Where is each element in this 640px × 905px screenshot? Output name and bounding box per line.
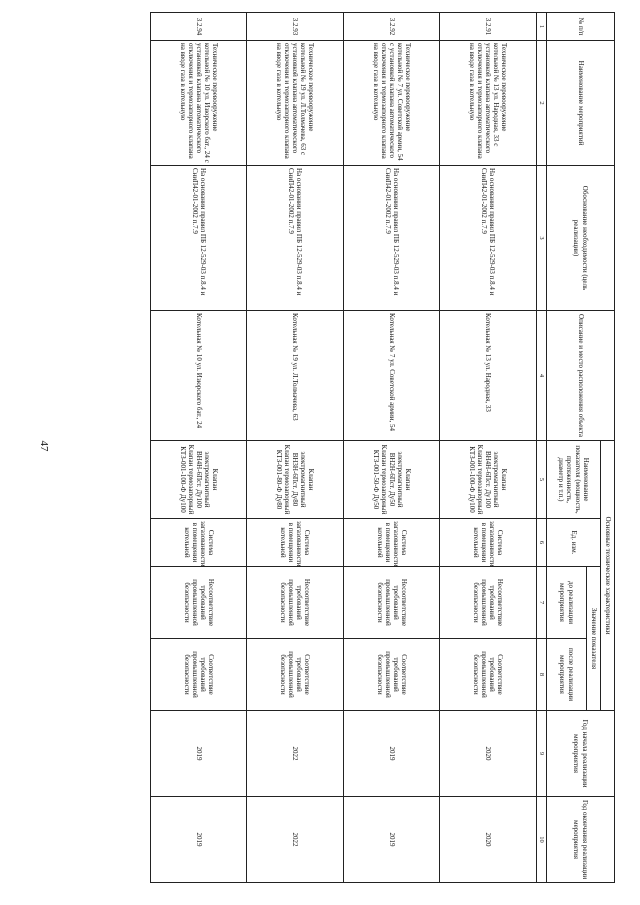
- table-row: [440, 13, 537, 883]
- index-cell: 7: [537, 567, 547, 639]
- header-num: № п/п: [547, 13, 615, 41]
- header-location: Описание и место расположения объекта: [547, 311, 615, 441]
- row-name: Техническое перевооружение котельной № 7 ул. Советской армии, 54 с установкой клапана автоматического отключения и термозапорного клапана на вводе газа в котельную: [344, 41, 441, 166]
- rotated-table-container: [150, 12, 615, 882]
- row-start-year: 2019: [344, 711, 441, 797]
- table-row: [151, 13, 248, 883]
- row-basis: На основании правил ПБ 12-529-03 п.8.4 и СниП42-01-2002 п.7.9: [151, 166, 248, 311]
- row-before: Несоответствие требований промышленной безопасности: [440, 567, 537, 639]
- index-cell: 8: [537, 639, 547, 711]
- row-indicator: Клапан электромагнитный ВН2Н-6Пст. Ду50 Клапан термозапорный КТЗ-001-50-Ф Ду50: [344, 441, 441, 519]
- row-start-year: 2019: [151, 711, 248, 797]
- header-indicator: Наименование показателя (мощность, протяженность, диаметр и т.п.): [547, 441, 601, 519]
- row-indicator: Клапан электромагнитный ВН4Н-6Пст. Ду100 Клапан термозапорный КТЗ-001-100-Ф Ду100: [151, 441, 248, 519]
- row-after: Соответствие требований промышленной безопасности: [440, 639, 537, 711]
- row-location: Котельная № 7 ул. Советской армии, 54: [344, 311, 441, 441]
- row-end-year: 2022: [247, 797, 344, 883]
- row-after: Соответствие требований промышленной безопасности: [344, 639, 441, 711]
- index-cell: 6: [537, 519, 547, 567]
- row-location: Котельная № 10 ул. Изюрского бат., 24: [151, 311, 248, 441]
- header-unit: Ед. изм.: [547, 519, 601, 567]
- header-before: до реализации мероприятия: [547, 567, 587, 639]
- header-start-year: Год начала реализации мероприятия: [547, 711, 615, 797]
- index-cell: 9: [537, 711, 547, 797]
- index-cell: 1: [537, 13, 547, 41]
- row-end-year: 2020: [440, 797, 537, 883]
- row-num: 3.2.92: [344, 13, 441, 41]
- header-values-group: Значение показателя: [587, 567, 601, 711]
- table-row: [247, 13, 344, 883]
- row-unit: Система загазованности в помещении котельной: [151, 519, 248, 567]
- row-start-year: 2020: [440, 711, 537, 797]
- row-indicator: Клапан электромагнитный ВН4Н-6Пст. Ду100 Клапан термозапорный КТЗ-001-100-Ф Ду100: [440, 441, 537, 519]
- row-end-year: 2019: [151, 797, 248, 883]
- row-end-year: 2019: [344, 797, 441, 883]
- row-indicator: Клапан электромагнитный ВН3Н-6Пст. Ду80 Клапан термозапорный КТЗ-001-80-Ф Ду80: [247, 441, 344, 519]
- header-name: Наименование мероприятий: [547, 41, 615, 166]
- row-start-year: 2022: [247, 711, 344, 797]
- table-row: [344, 13, 441, 883]
- index-cell: 2: [537, 41, 547, 166]
- index-cell: 5: [537, 441, 547, 519]
- index-cell: 3: [537, 166, 547, 311]
- row-num: 3.2.91: [440, 13, 537, 41]
- row-name: Техническое перевооружение котельной № 13 ул. Народная, 33 с установкой клапана автоматического отключения и термозапорного клапана на вводе газа в котельную: [440, 41, 537, 166]
- header-end-year: Год окончания реализации мероприятия: [547, 797, 615, 883]
- row-basis: На основании правил ПБ 12-529-03 п.8.4 и СниП42-01-2002 п.7.9: [247, 166, 344, 311]
- index-row: [537, 13, 547, 883]
- row-before: Несоответствие требований промышленной безопасности: [247, 567, 344, 639]
- header-after: после реализации мероприятия: [547, 639, 587, 711]
- row-location: Котельная № 19 ул. Л.Толмачева, 63: [247, 311, 344, 441]
- measures-table: [150, 12, 615, 883]
- row-basis: На основании правил ПБ 12-529-03 п.8.4 и СниП42-01-2002 п.7.9: [344, 166, 441, 311]
- index-cell: 4: [537, 311, 547, 441]
- row-location: Котельная № 13 ул. Народная, 33: [440, 311, 537, 441]
- row-num: 3.2.94: [151, 13, 248, 41]
- row-num: 3.2.93: [247, 13, 344, 41]
- index-cell: 10: [537, 797, 547, 883]
- row-after: Соответствие требований промышленной безопасности: [151, 639, 248, 711]
- row-before: Несоответствие требований промышленной безопасности: [344, 567, 441, 639]
- row-unit: Система загазованности в помещении котельной: [440, 519, 537, 567]
- row-basis: На основании правил ПБ 12-529-03 п.8.4 и СниП42-01-2002 п.7.9: [440, 166, 537, 311]
- header-basis: Обоснование необходимости (цель реализации): [547, 166, 615, 311]
- row-name: Техническое перевооружение котельной № 19 ул. Л.Толмачева, 63 с установкой клапана автоматического отключения и термозапорного клапана на вводе газа в котельную: [247, 41, 344, 166]
- page-number: 47: [38, 440, 50, 452]
- row-unit: Система загазованности в помещении котельной: [344, 519, 441, 567]
- row-before: Несоответствие требований промышленной безопасности: [151, 567, 248, 639]
- header-tech-group: Основные технические характеристики: [601, 441, 615, 711]
- row-name: Техническое перевооружение котельной № 10 ул. Изюрского бат., 24 с установкой клапана автоматического отключения и термозапорного клапана на вводе газа в котельную: [151, 41, 248, 166]
- row-unit: Система загазованности в помещении котельной: [247, 519, 344, 567]
- row-after: Соответствие требований промышленной безопасности: [247, 639, 344, 711]
